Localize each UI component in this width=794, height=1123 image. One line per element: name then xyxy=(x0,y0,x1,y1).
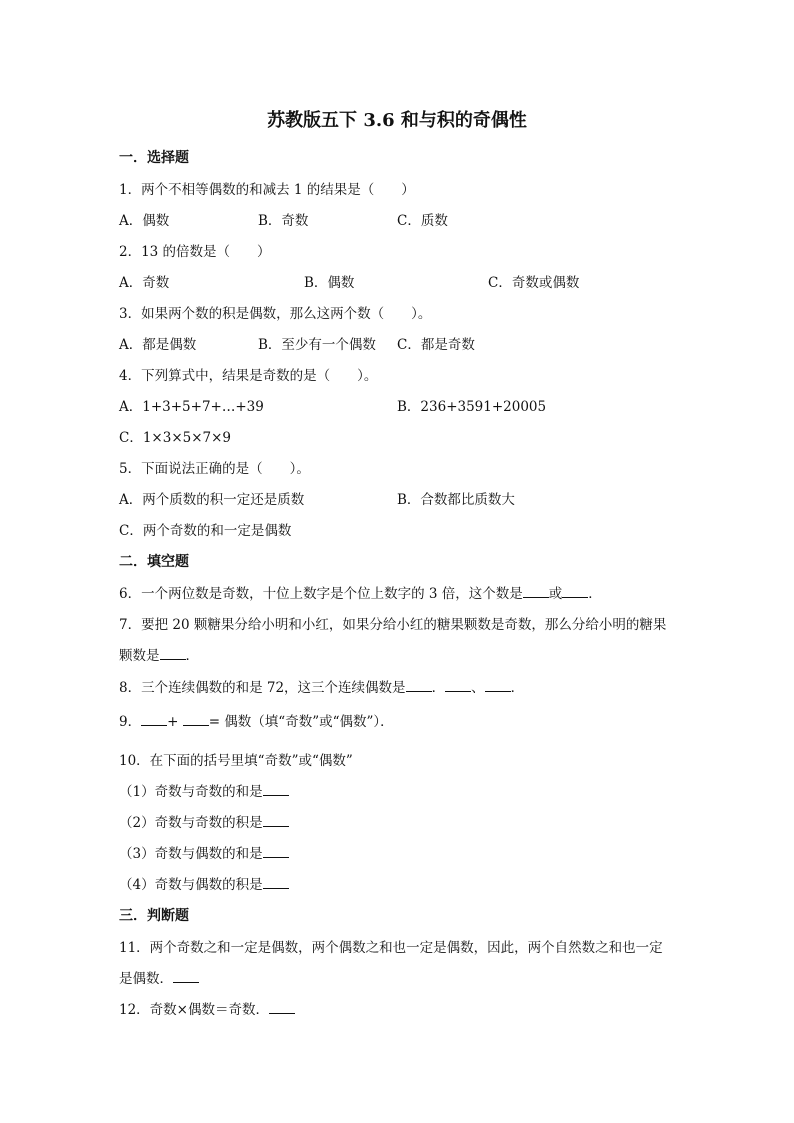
question-8 xyxy=(119,676,524,696)
question-2-stem: 2．13 的倍数是（ ） xyxy=(119,244,271,260)
question-11-line-2 xyxy=(119,967,199,987)
question-12-text: 12．奇数×偶数＝奇数． xyxy=(119,1002,269,1018)
page-title: 苏教版五下 3.6 和与积的奇偶性 xyxy=(267,110,527,131)
question-5-option-b: B．合数都比质数大 xyxy=(397,492,515,508)
question-5-option-a: A．两个质数的积一定还是质数 xyxy=(119,492,305,508)
question-10-item-4 xyxy=(119,873,289,893)
question-6-or: 或 xyxy=(548,586,563,602)
question-4-stem: 4．下列算式中，结果是奇数的是（ ）。 xyxy=(119,368,378,384)
answer-blank[interactable] xyxy=(406,679,432,692)
question-8-sep-1: ． xyxy=(431,680,446,696)
question-3-option-a: A．都是偶数 xyxy=(119,337,197,353)
question-2-option-b: B．偶数 xyxy=(304,275,355,291)
question-1-option-b: B．奇数 xyxy=(258,213,309,229)
section-heading-choice: 一．选择题 xyxy=(119,150,189,166)
answer-blank[interactable] xyxy=(263,814,289,827)
question-3-stem: 3．如果两个数的积是偶数，那么这两个数（ ）。 xyxy=(119,306,432,322)
question-7-end: ． xyxy=(185,648,199,664)
question-7-text: 颗数是 xyxy=(119,648,160,664)
question-10-item-3-text: （3）奇数与偶数的和是 xyxy=(119,846,263,862)
answer-blank[interactable] xyxy=(141,713,167,726)
question-2-option-a: A．奇数 xyxy=(119,275,170,291)
question-10-item-1 xyxy=(119,780,289,800)
question-9-text: = 偶数（填“奇数”或“偶数”）． xyxy=(208,714,394,730)
question-8-end: ． xyxy=(510,680,525,696)
question-10-item-3 xyxy=(119,842,289,862)
question-12 xyxy=(119,998,295,1018)
section-heading-judge: 三．判断题 xyxy=(119,908,189,924)
question-6-text: 6．一个两位数是奇数，十位上数字是个位上数字的 3 倍，这个数是 xyxy=(119,586,523,602)
section-heading-fill: 二．填空题 xyxy=(119,554,189,570)
question-10-item-4-text: （4）奇数与偶数的积是 xyxy=(119,877,263,893)
answer-blank[interactable] xyxy=(160,647,186,660)
question-10-item-1-text: （1）奇数与奇数的和是 xyxy=(119,784,263,800)
answer-blank[interactable] xyxy=(263,845,289,858)
question-9 xyxy=(119,710,394,730)
question-11-text: 是偶数． xyxy=(119,971,173,987)
question-3-option-b: B．至少有一个偶数 xyxy=(258,337,376,353)
question-6 xyxy=(119,582,602,602)
answer-blank[interactable] xyxy=(445,679,471,692)
answer-blank[interactable] xyxy=(562,585,588,598)
answer-blank[interactable] xyxy=(183,713,209,726)
question-4-option-c: C．1×3×5×7×9 xyxy=(119,430,232,446)
question-6-end: ． xyxy=(588,586,602,602)
question-1-option-a: A．偶数 xyxy=(119,213,170,229)
question-4-option-b: B．236+3591+20005 xyxy=(397,399,547,415)
answer-blank[interactable] xyxy=(263,783,289,796)
question-8-sep-2: 、 xyxy=(471,680,485,696)
question-4-option-a: A．1+3+5+7+…+39 xyxy=(119,399,264,415)
question-9-number: 9． xyxy=(119,714,142,730)
question-7-line-2 xyxy=(119,644,199,664)
question-10-item-2-text: （2）奇数与奇数的积是 xyxy=(119,815,263,831)
answer-blank[interactable] xyxy=(173,970,199,983)
answer-blank[interactable] xyxy=(485,679,511,692)
question-10-item-2 xyxy=(119,811,289,831)
question-1-option-c: C．质数 xyxy=(397,213,448,229)
question-3-option-c: C．都是奇数 xyxy=(397,337,475,353)
question-5-stem: 5．下面说法正确的是（ ）。 xyxy=(119,461,310,477)
question-2-option-c: C．奇数或偶数 xyxy=(488,275,580,291)
question-5-option-c: C．两个奇数的和一定是偶数 xyxy=(119,523,292,539)
answer-blank[interactable] xyxy=(523,585,549,598)
question-10-stem: 10．在下面的括号里填“奇数”或“偶数” xyxy=(119,753,353,769)
question-8-text: 8．三个连续偶数的和是 72，这三个连续偶数是 xyxy=(119,680,406,696)
answer-blank[interactable] xyxy=(263,876,289,889)
question-11-line-1: 11．两个奇数之和一定是偶数，两个偶数之和也一定是偶数，因此，两个自然数之和也一定 xyxy=(119,940,663,956)
question-7-line-1: 7．要把 20 颗糖果分给小明和小红，如果分给小红的糖果颗数是奇数，那么分给小明的糖果 xyxy=(119,617,667,633)
answer-blank[interactable] xyxy=(269,1001,295,1014)
question-1-stem: 1．两个不相等偶数的和减去 1 的结果是（ ） xyxy=(119,182,415,198)
question-9-plus: + xyxy=(167,714,179,730)
